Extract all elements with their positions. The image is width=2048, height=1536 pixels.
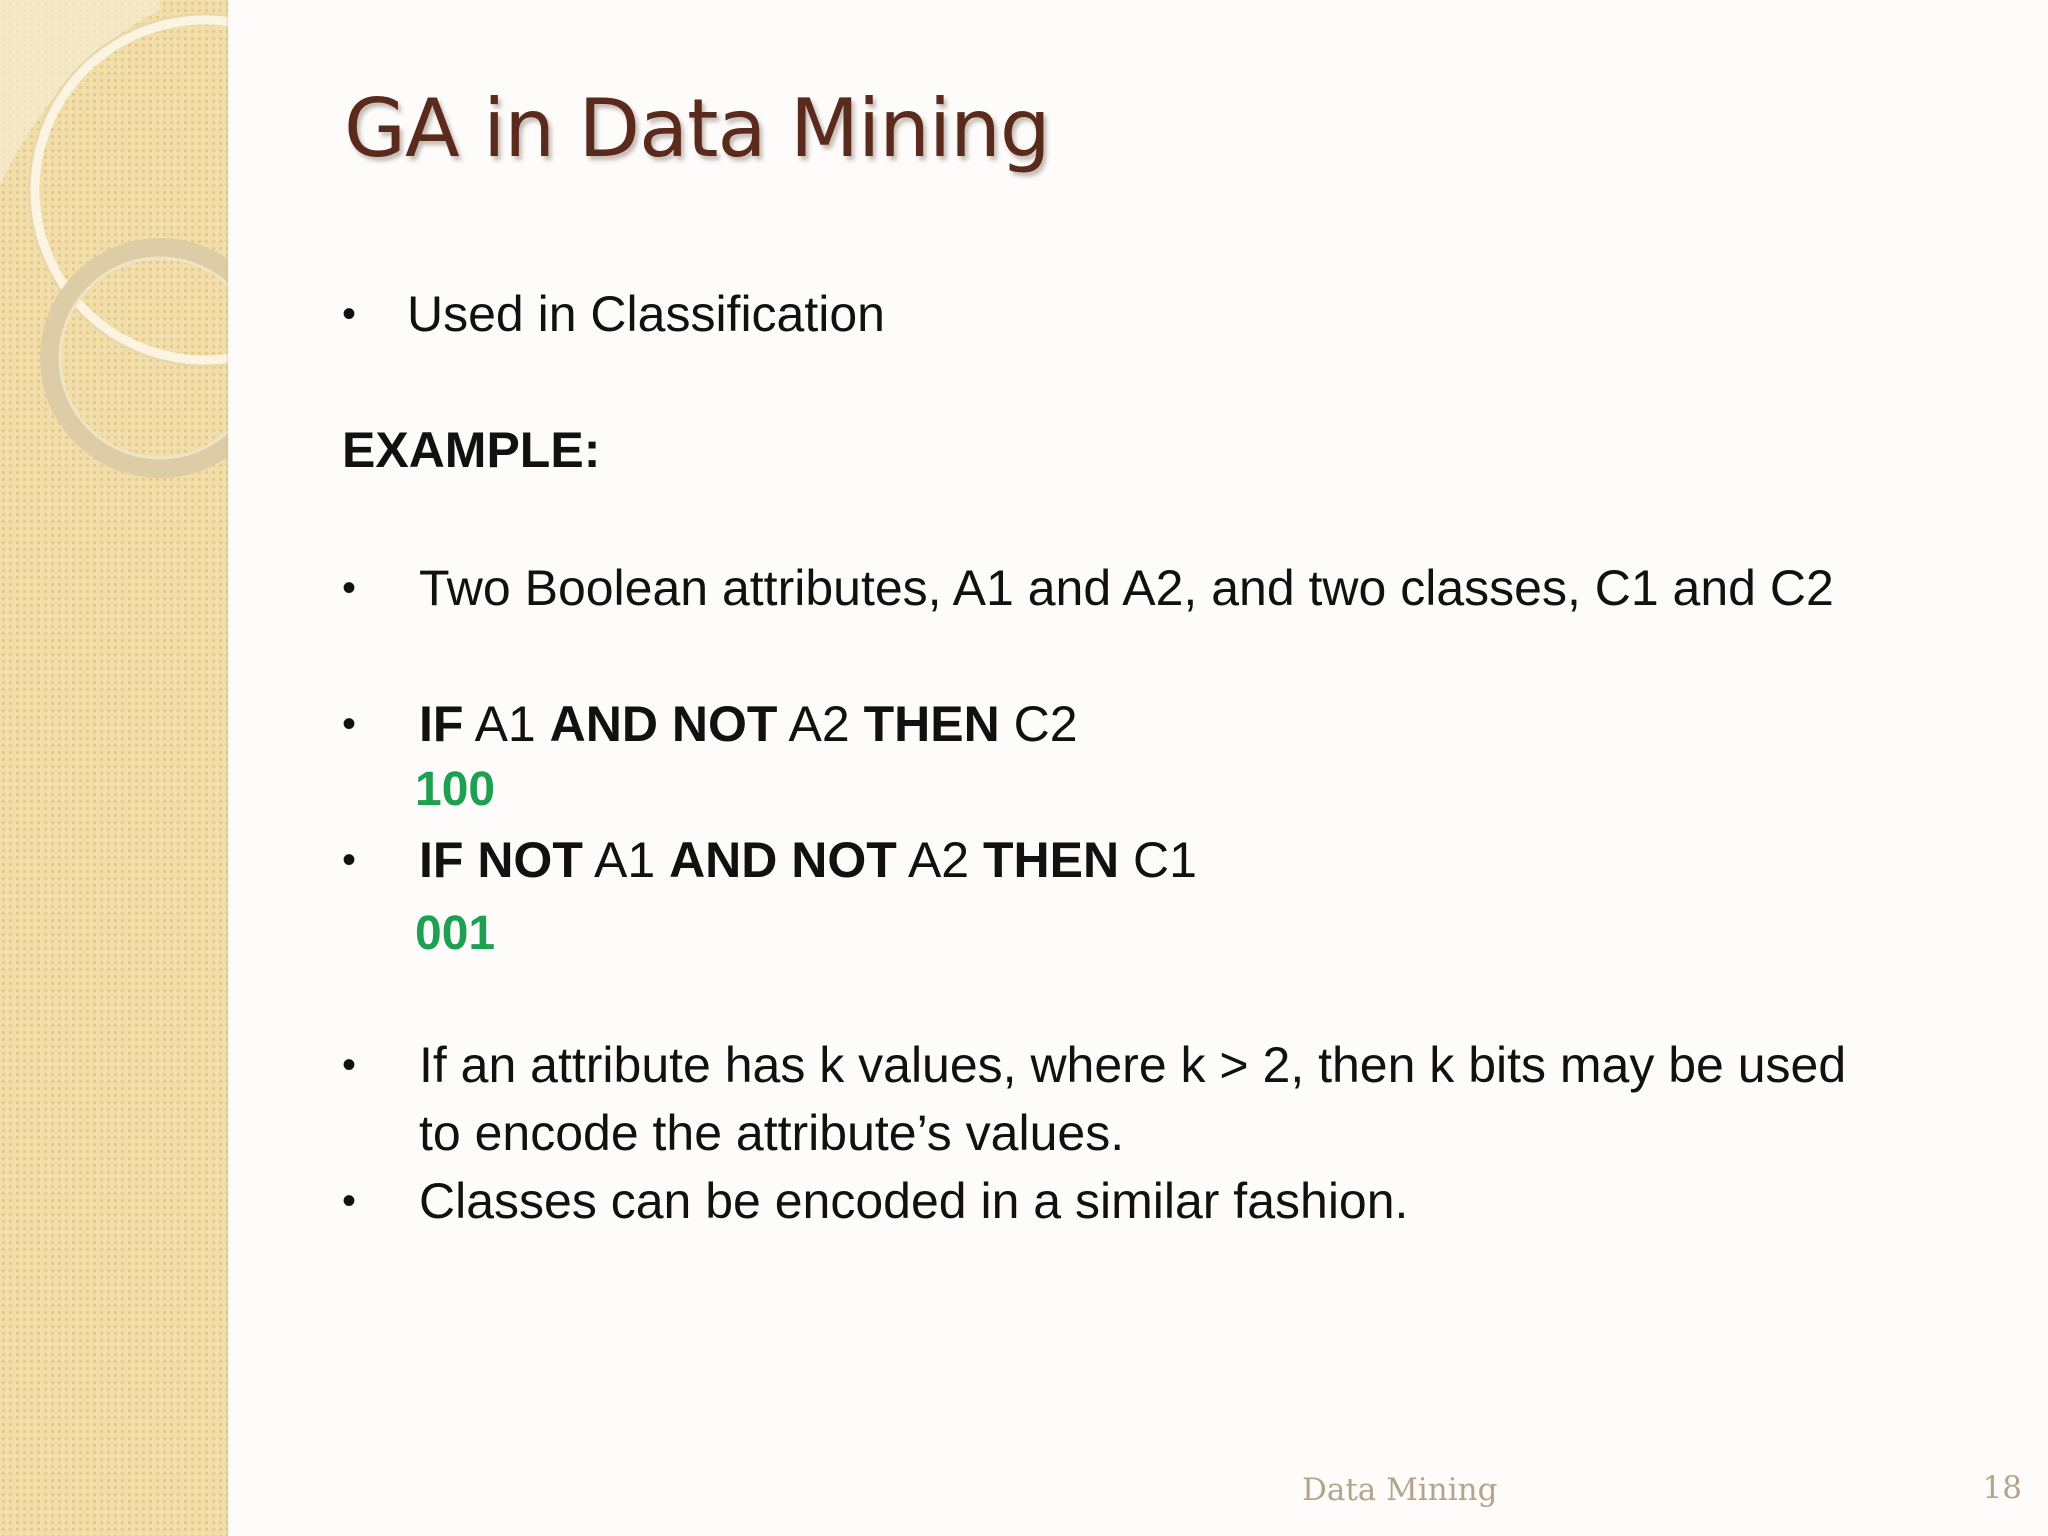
rule-two-encoding: 001 [415,907,496,960]
keyword-if-not: IF NOT [419,832,583,888]
attribute-a1: A1 [463,696,550,752]
attributes-point: Two Boolean attributes, A1 and A2, and two classes, C1 and C2 [419,560,1834,616]
class-label: C1 [1119,832,1197,888]
bullet-marker: • [342,1043,357,1087]
k-values-point-line2: to encode the attribute’s values. [419,1105,1125,1161]
keyword-then: THEN [863,696,1000,752]
keyword-if: IF [419,696,464,752]
rule-one [419,694,1078,754]
bullet-marker: • [342,838,357,882]
attribute-a1: A1 [582,832,670,888]
sidebar-edge [226,0,230,1536]
bullet-marker: • [342,1179,357,1223]
keyword-and-not: AND NOT [669,832,897,888]
rule-one-encoding: 100 [415,763,496,816]
k-values-point-line1: If an attribute has k values, where k > 2, then k bits may be used [419,1037,1847,1093]
bullet-marker: • [342,566,357,610]
bullet-marker: • [342,702,357,746]
rule-two [419,830,1197,890]
slide-title: GA in Data Mining [344,82,1050,175]
class-label: C2 [999,696,1078,752]
intro-text: Used in Classification [407,286,885,342]
classes-point: Classes can be encoded in a similar fashion. [419,1173,1409,1229]
example-label: EXAMPLE: [342,422,601,478]
footer-label: Data Mining [1302,1472,1498,1508]
decorative-rings [0,0,228,520]
bullet-marker: • [342,292,357,336]
keyword-and-not: AND NOT [549,696,778,752]
attribute-a2: A2 [777,696,864,752]
keyword-then: THEN [983,832,1120,888]
decorative-sidebar [0,0,228,1536]
attribute-a2: A2 [896,832,984,888]
page-number: 18 [1982,1470,2022,1506]
